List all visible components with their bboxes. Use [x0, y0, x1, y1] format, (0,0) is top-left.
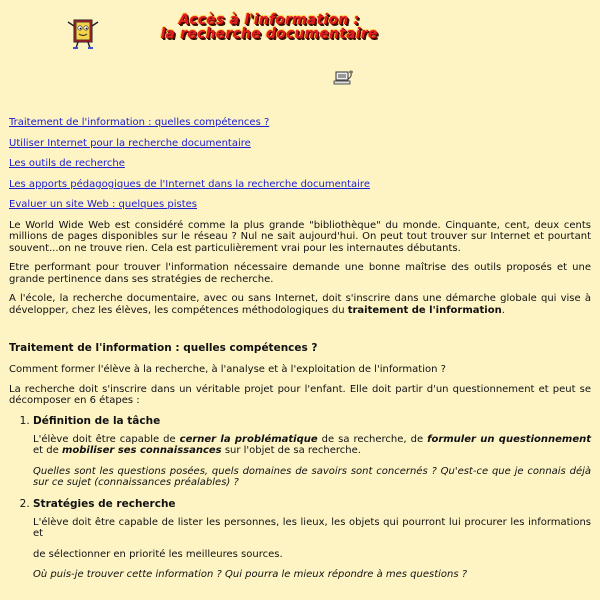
step-emphasis: cerner la problématique	[179, 433, 318, 445]
step-emphasis: mobiliser ses connaissances	[61, 445, 222, 457]
link-traitement-information[interactable]: Traitement de l'information : quelles compétences ?	[9, 117, 270, 128]
step-description	[33, 434, 591, 457]
link-evaluer-site[interactable]: Evaluer un site Web : quelques pistes	[9, 199, 198, 211]
step-text: sur l'objet de sa recherche.	[221, 445, 361, 457]
intro	[9, 220, 591, 317]
step-title: 1. Définition de la tâche	[33, 414, 161, 427]
intro-paragraph-1: Le World Wide Web est considéré comme la plus grande "bibliothèque" du monde. Cinquante, cent, deux cents millions de pages disponibles sur le réseau ? Nul ne sait aujourd'hui. On peut tout trouver sur Internet et pourtant souvent...on ne trouve rien. Cela est particulièrement vrai pour les internautes débutants.	[9, 219, 591, 254]
step-question: Quelles sont les questions posées, quels domaines de savoirs sont concernés ? Qu'est-ce que je connais déjà sur ce sujet (connaissances préalables) ?	[33, 465, 591, 489]
banner-title-line-1: Accès à l'information :	[178, 12, 360, 28]
step-text: de sa recherche, de	[317, 433, 428, 445]
step-text: L'élève doit être capable de	[33, 433, 180, 445]
step-title: 2. Stratégies de recherche	[33, 497, 176, 510]
intro-p3-start: A l'école, la recherche documentaire, avec ou sans Internet, doit s'inscrire dans une démarche globale qui vise à développer, chez les élèves, les compétences méthodologiques du	[9, 293, 591, 316]
step-emphasis: formuler un questionnement	[427, 433, 591, 445]
section-lead: La recherche doit s'inscrire dans un véritable projet pour l'enfant. Elle doit partir d'un questionnement et peut se décomposer en 6 étapes :	[9, 383, 591, 407]
step-description: de sélectionner en priorité les meilleures sources.	[33, 548, 283, 560]
step-item	[33, 415, 591, 489]
step-description: L'élève doit être capable de lister les personnes, les lieux, les objets qui pourront lui procurer les informations et	[33, 516, 591, 540]
link-apports-pedagogiques[interactable]: Les apports pédagogiques de l'Internet dans la recherche documentaire	[9, 178, 370, 190]
steps-list	[9, 415, 591, 581]
step-question: Où puis-je trouver cette information ? Qui pourra le mieux répondre à mes questions ?	[33, 569, 468, 581]
section-title: Traitement de l'information : quelles compétences ?	[9, 342, 318, 355]
step-item	[33, 498, 591, 581]
header	[9, 8, 591, 103]
book-mascot-icon	[65, 14, 101, 50]
step-text: et de	[33, 445, 62, 457]
banner-title	[159, 13, 379, 41]
intro-paragraph-2: Etre performant pour trouver l'information nécessaire demande une bonne maîtrise des outils proposés et une grande pertinence dans ses stratégies de recherche.	[9, 262, 591, 285]
mouse-computer-icon	[332, 69, 354, 87]
link-utiliser-internet[interactable]: Utiliser Internet pour la recherche documentaire	[9, 137, 251, 149]
intro-p3-strong: traitement de l'information	[347, 304, 502, 316]
intro-paragraph-3	[9, 293, 591, 316]
toc-links	[9, 117, 591, 211]
banner-title-line-2: la recherche documentaire	[160, 26, 378, 42]
intro-p3-end: .	[501, 304, 505, 316]
section-question: Comment former l'élève à la recherche, à l'analyse et à l'exploitation de l'information ?	[9, 364, 446, 376]
link-outils-recherche[interactable]: Les outils de recherche	[9, 158, 125, 170]
